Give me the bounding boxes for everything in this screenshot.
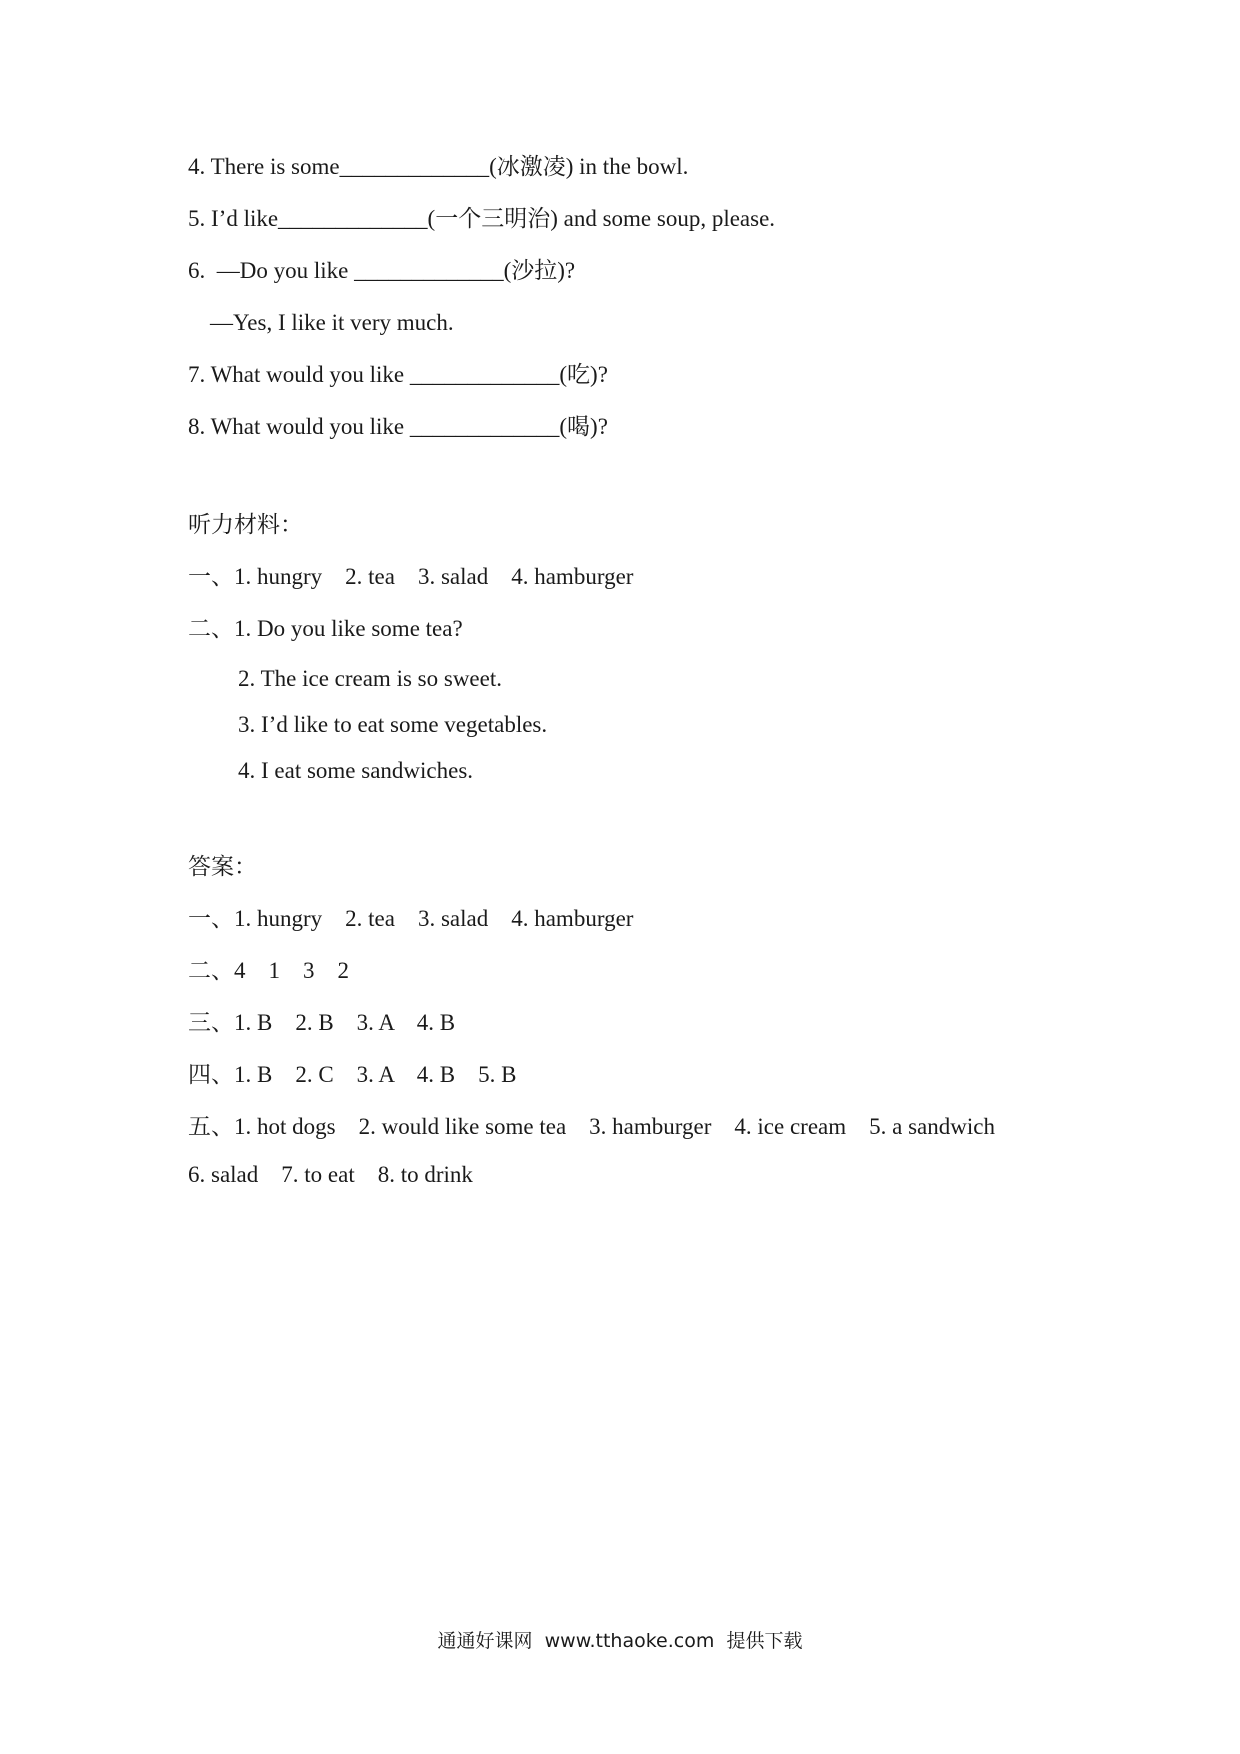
listening-part-2-item-2: 2. The ice cream is so sweet.: [238, 666, 502, 691]
exercise-question-7: 7. What would you like _____________(吃)?: [188, 362, 608, 387]
exercise-question-6: 6. —Do you like _____________(沙拉)?: [188, 258, 576, 283]
answers-part-3: 三、1. B 2. B 3. A 4. B: [188, 1010, 456, 1035]
exercise-question-5: 5. I’d like_____________(一个三明治) and some soup, please.: [188, 206, 776, 231]
answers-heading: 答案：: [188, 854, 257, 879]
listening-heading: 听力材料：: [188, 512, 303, 537]
exercise-question-4: 4. There is some_____________(冰激凌) in the bowl.: [188, 154, 689, 179]
page-footer: 通通好课网 www.tthaoke.com 提供下载: [437, 1630, 803, 1652]
exercise-question-6-reply: —Yes, I like it very much.: [210, 310, 454, 335]
answers-part-5-line-1: 五、1. hot dogs 2. would like some tea 3. hamburger 4. ice cream 5. a sandwich: [188, 1114, 995, 1139]
answers-part-5-line-2: 6. salad 7. to eat 8. to drink: [188, 1162, 473, 1187]
listening-part-2-item-1: 二、1. Do you like some tea?: [188, 616, 463, 641]
listening-part-1: 一、1. hungry 2. tea 3. salad 4. hamburger: [188, 564, 634, 589]
answers-part-4: 四、1. B 2. C 3. A 4. B 5. B: [188, 1062, 517, 1087]
listening-part-2-item-3: 3. I’d like to eat some vegetables.: [238, 712, 548, 737]
exercise-question-8: 8. What would you like _____________(喝)?: [188, 414, 608, 439]
answers-part-1: 一、1. hungry 2. tea 3. salad 4. hamburger: [188, 906, 634, 931]
answers-part-2: 二、4 1 3 2: [188, 958, 349, 983]
listening-part-2-item-4: 4. I eat some sandwiches.: [238, 758, 474, 783]
